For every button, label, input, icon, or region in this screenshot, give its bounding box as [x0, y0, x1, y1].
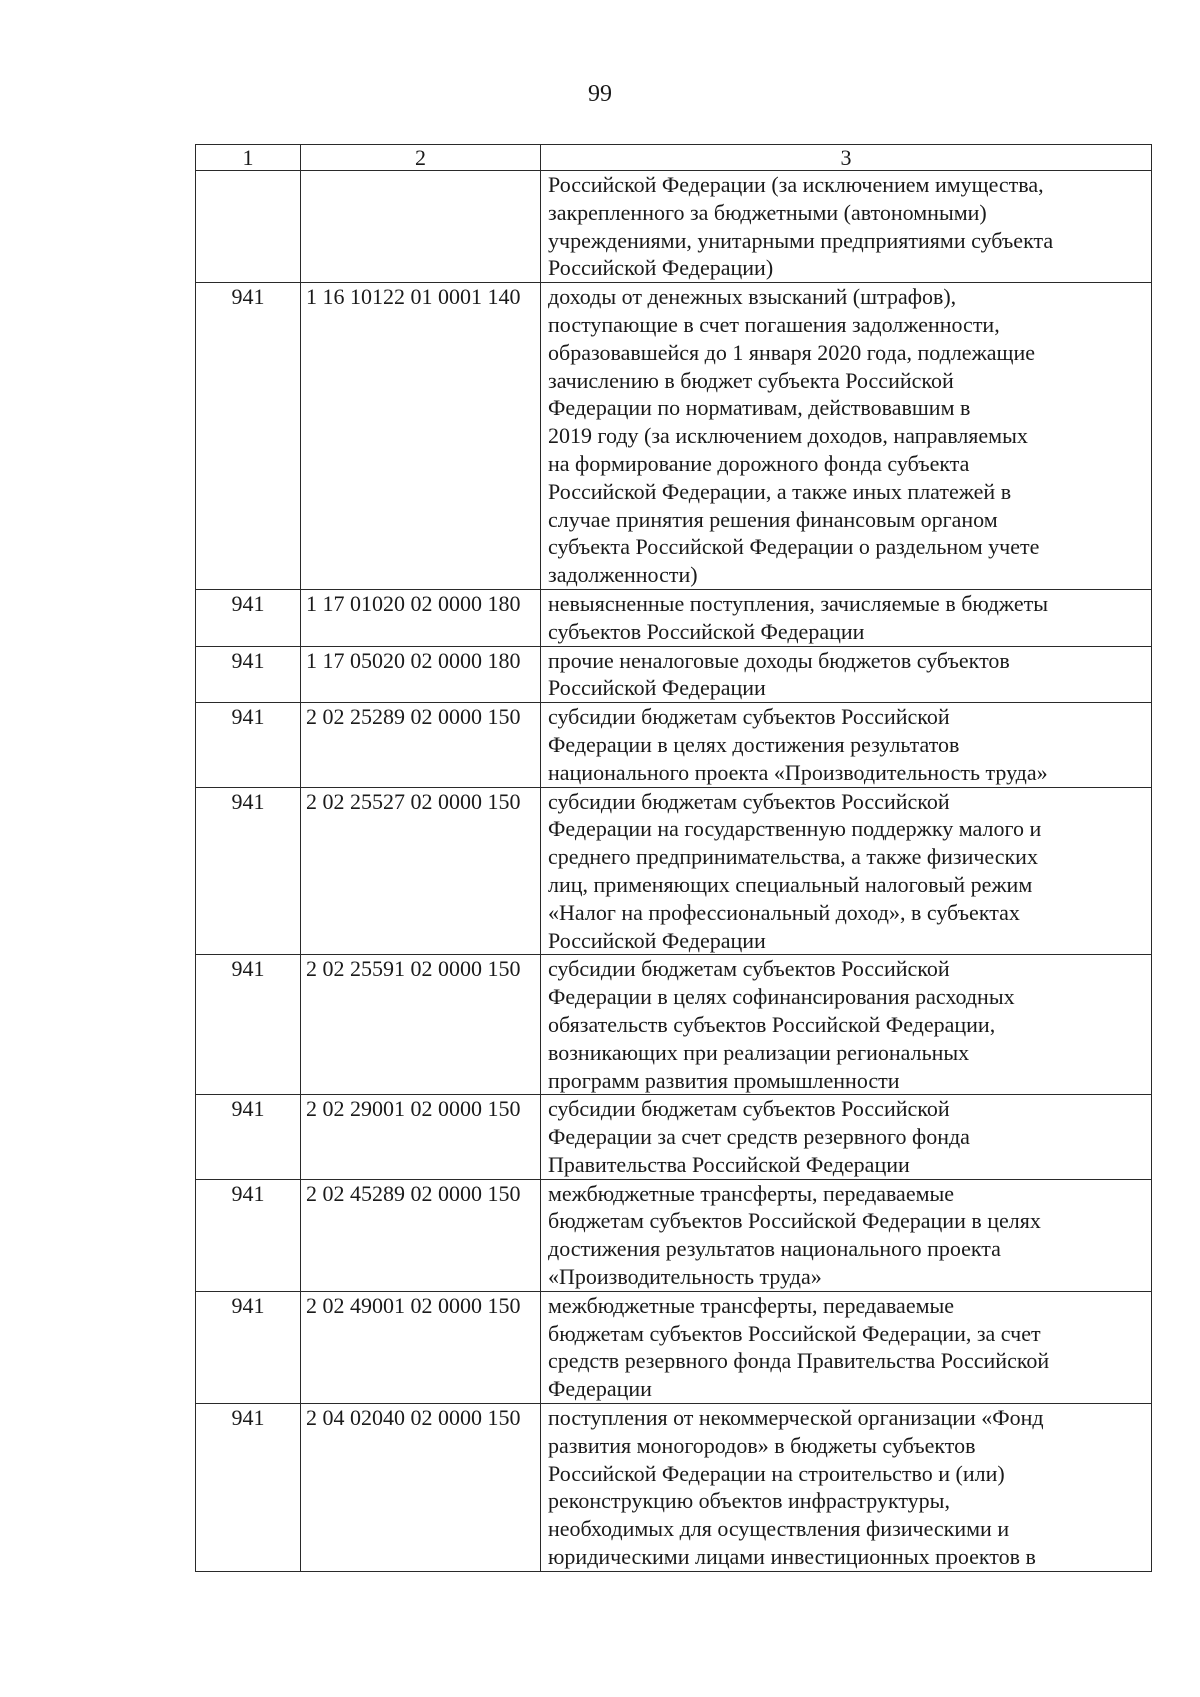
table-row [196, 1179, 1152, 1291]
revenue-description-cell [541, 1179, 1152, 1291]
description-line: прочие неналоговые доходы бюджетов субъектов [548, 647, 1010, 673]
description-line: субъекта Российской Федерации о раздельном учете [548, 534, 1040, 560]
description-line: необходимых для осуществления физическими и [548, 1516, 1010, 1542]
table-row [196, 589, 1152, 646]
revenue-description-cell [541, 1404, 1152, 1572]
description-line: Федерации [548, 1376, 652, 1402]
description-line: Федерации по нормативам, действовавшим в [548, 395, 971, 421]
budget-code-cell: 2 02 29001 02 0000 150 [301, 1095, 541, 1179]
description-line: юридическими лицами инвестиционных проектов в [548, 1544, 1036, 1570]
description-line: достижения результатов национального проекта [548, 1236, 1001, 1262]
table-row [196, 703, 1152, 787]
description-line: субсидии бюджетам субъектов Российской [548, 788, 950, 814]
description-line: Российской Федерации [548, 675, 766, 701]
description-line: возникающих при реализации региональных [548, 1039, 970, 1065]
budget-code-cell [301, 171, 541, 283]
budget-code-cell: 2 04 02040 02 0000 150 [301, 1404, 541, 1572]
description-line: Российской Федерации на строительство и (или) [548, 1460, 1005, 1486]
description-line: Федерации на государственную поддержку малого и [548, 816, 1042, 842]
description-line: случае принятия решения финансовым органом [548, 506, 998, 532]
description-line: образовавшейся до 1 января 2020 года, подлежащие [548, 339, 1036, 365]
description-line: межбюджетные трансферты, передаваемые [548, 1180, 955, 1206]
budget-revenue-table [195, 144, 1152, 1572]
description-line: реконструкцию объектов инфраструктуры, [548, 1488, 950, 1514]
description-line: средств резервного фонда Правительства Российской [548, 1348, 1050, 1374]
description-line: закрепленного за бюджетными (автономными) [548, 199, 987, 225]
table-row [196, 1404, 1152, 1572]
budget-code-cell: 2 02 25591 02 0000 150 [301, 955, 541, 1095]
admin-code-cell: 941 [196, 1291, 301, 1403]
budget-code-cell: 1 17 01020 02 0000 180 [301, 589, 541, 646]
budget-code-cell: 2 02 45289 02 0000 150 [301, 1179, 541, 1291]
budget-code-cell: 1 17 05020 02 0000 180 [301, 646, 541, 703]
description-line: Правительства Российской Федерации [548, 1151, 910, 1177]
description-line: развития моногородов» в бюджеты субъектов [548, 1432, 976, 1458]
admin-code-cell: 941 [196, 787, 301, 955]
description-line: поступающие в счет погашения задолженности, [548, 311, 1000, 337]
admin-code-cell: 941 [196, 283, 301, 590]
description-line: зачислению в бюджет субъекта Российской [548, 367, 954, 393]
revenue-description-cell [541, 283, 1152, 590]
admin-code-cell: 941 [196, 589, 301, 646]
description-line: Российской Федерации [548, 927, 766, 953]
description-line: Федерации в целях достижения результатов [548, 731, 960, 757]
description-line: программ развития промышленности [548, 1067, 900, 1093]
description-line: Российской Федерации) [548, 255, 774, 281]
revenue-description-cell [541, 646, 1152, 703]
description-line: среднего предпринимательства, а также физических [548, 844, 1038, 870]
description-line: субсидии бюджетам субъектов Российской [548, 704, 950, 730]
revenue-description-cell [541, 589, 1152, 646]
description-line: невыясненные поступления, зачисляемые в бюджеты [548, 590, 1048, 616]
revenue-description-cell [541, 787, 1152, 955]
admin-code-cell: 941 [196, 703, 301, 787]
description-line: межбюджетные трансферты, передаваемые [548, 1292, 955, 1318]
revenue-description-cell [541, 171, 1152, 283]
description-line: Российской Федерации (за исключением имущества, [548, 172, 1044, 197]
table-header-row [196, 145, 1152, 171]
description-line: бюджетам субъектов Российской Федерации в целях [548, 1208, 1041, 1234]
revenue-description-cell [541, 1291, 1152, 1403]
description-line: субсидии бюджетам субъектов Российской [548, 1096, 950, 1122]
description-line: «Производительность труда» [548, 1264, 822, 1290]
table-row [196, 171, 1152, 283]
description-line: национального проекта «Производительность труда» [548, 759, 1048, 785]
admin-code-cell [196, 171, 301, 283]
description-line: 2019 году (за исключением доходов, направляемых [548, 423, 1028, 449]
revenue-description-cell [541, 955, 1152, 1095]
admin-code-cell: 941 [196, 1095, 301, 1179]
budget-code-cell: 2 02 49001 02 0000 150 [301, 1291, 541, 1403]
description-line: Российской Федерации, а также иных платежей в [548, 478, 1012, 504]
description-line: субсидии бюджетам субъектов Российской [548, 956, 950, 982]
description-line: бюджетам субъектов Российской Федерации, за счет [548, 1320, 1041, 1346]
description-line: лиц, применяющих специальный налоговый режим [548, 871, 1033, 897]
description-line: доходы от денежных взысканий (штрафов), [548, 284, 957, 310]
description-line: учреждениями, унитарными предприятиями субъекта [548, 227, 1054, 253]
column-header-3: 3 [541, 145, 1152, 171]
table-row [196, 646, 1152, 703]
description-line: Федерации за счет средств резервного фонда [548, 1124, 970, 1150]
budget-code-cell: 2 02 25289 02 0000 150 [301, 703, 541, 787]
description-line: «Налог на профессиональный доход», в субъектах [548, 899, 1020, 925]
admin-code-cell: 941 [196, 1404, 301, 1572]
table-body [196, 145, 1152, 1572]
description-line: субъектов Российской Федерации [548, 618, 865, 644]
description-line: на формирование дорожного фонда субъекта [548, 450, 970, 476]
table-row [196, 955, 1152, 1095]
budget-code-cell: 1 16 10122 01 0001 140 [301, 283, 541, 590]
table-row [196, 787, 1152, 955]
page-number: 99 [588, 81, 612, 107]
column-header-1: 1 [196, 145, 301, 171]
description-line: Федерации в целях софинансирования расходных [548, 984, 1015, 1010]
table-row [196, 283, 1152, 590]
admin-code-cell: 941 [196, 646, 301, 703]
column-header-2: 2 [301, 145, 541, 171]
table-row [196, 1095, 1152, 1179]
table-row [196, 1291, 1152, 1403]
budget-code-cell: 2 02 25527 02 0000 150 [301, 787, 541, 955]
description-line: обязательств субъектов Российской Федерации, [548, 1011, 996, 1037]
revenue-description-cell [541, 703, 1152, 787]
revenue-description-cell [541, 1095, 1152, 1179]
description-line: поступления от некоммерческой организации «Фонд [548, 1405, 1044, 1431]
description-line: задолженности) [548, 562, 698, 588]
admin-code-cell: 941 [196, 1179, 301, 1291]
admin-code-cell: 941 [196, 955, 301, 1095]
